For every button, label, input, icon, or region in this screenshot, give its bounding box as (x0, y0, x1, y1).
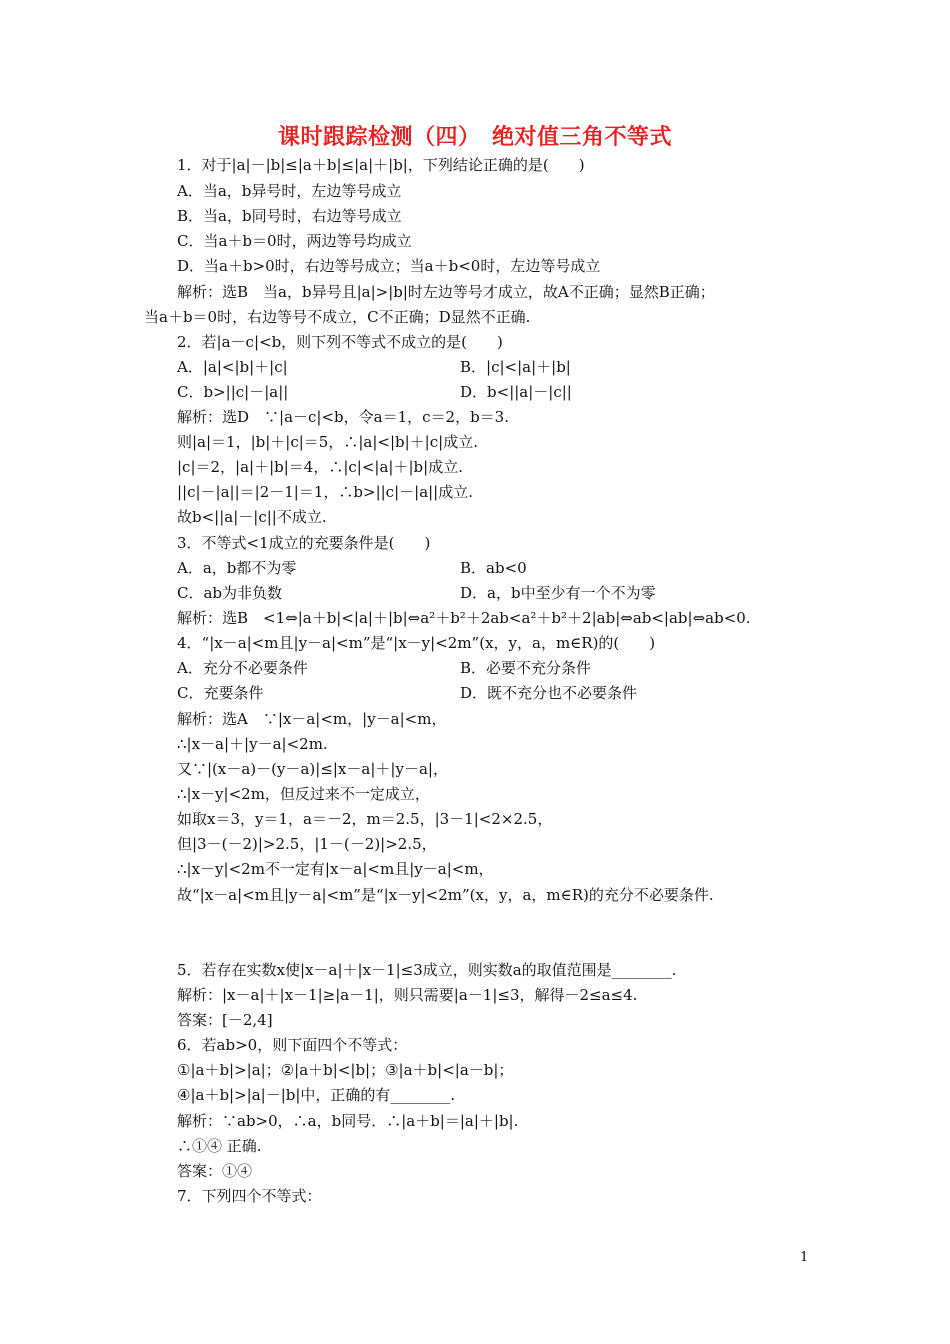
q1-stem: 1．对于|a|－|b|≤|a＋b|≤|a|＋|b|，下列结论正确的是( ) (177, 156, 585, 174)
q3-option-a: A．a，b都不为零 (177, 559, 297, 577)
q2-solution-line3: |c|＝2，|a|＋|b|＝4，∴|c|<|a|＋|b|成立. (177, 458, 463, 476)
q4-option-a: A．充分不必要条件 (177, 659, 308, 677)
q4-stem: 4．“|x－a|<m且|y－a|<m”是“|x－y|<2m”(x，y，a，m∈R)的( ) (177, 634, 656, 652)
q6-statements-line2: ①|a＋b|>|a|；②|a＋b|<|b|；③|a＋b|<|a－b|； (177, 1061, 514, 1079)
q7-stem: 7．下列四个不等式： (177, 1187, 322, 1205)
q4-solution-line5: 如取x＝3，y＝1，a＝－2，m＝2.5，|3－1|<2×2.5， (177, 810, 553, 828)
q2-option-c: C．b>||c|－|a|| (177, 383, 289, 401)
q4-solution-line1: 解析：选A ∵|x－a|<m，|y－a|<m， (177, 710, 447, 728)
q4-option-d: D．既不充分也不必要条件 (460, 684, 638, 702)
q2-solution-line2: 则|a|＝1，|b|＋|c|＝5，∴|a|<|b|＋|c|成立. (177, 433, 478, 451)
page-title: 课时跟踪检测（四） 绝对值三角不等式 (277, 125, 672, 150)
q2-solution-line1: 解析：选D ∵|a－c|<b，令a＝1，c＝2，b＝3. (177, 408, 509, 426)
q2-solution-line5: 故b<||a|－|c||不成立. (177, 508, 327, 526)
q3-option-b: B．ab<0 (460, 559, 527, 577)
q4-solution-line2: ∴|x－a|＋|y－a|<2m. (177, 735, 328, 753)
q6-solution-line2: ∴①④ 正确. (177, 1137, 262, 1155)
q2-option-d: D．b<||a|－|c|| (460, 383, 572, 401)
q1-option-b: B．当a，b同号时，右边等号成立 (177, 207, 402, 225)
q4-solution-line6: 但|3－(－2)|>2.5，|1－(－2)|>2.5， (177, 835, 437, 853)
q4-solution-line3: 又∵|(x－a)－(y－a)|≤|x－a|＋|y－a|， (177, 760, 448, 778)
q4-solution-line4: ∴|x－y|<2m，但反过来不一定成立， (177, 785, 430, 803)
q2-option-a: A．|a|<|b|＋|c| (177, 358, 288, 376)
q5-stem: 5．若存在实数x使|x－a|＋|x－1|≤3成立，则实数a的取值范围是________. (177, 961, 677, 979)
q6-stem: 6．若ab>0，则下面四个不等式： (177, 1036, 408, 1054)
q6-solution-line1: 解析：∵ab>0，∴a，b同号．∴|a＋b|＝|a|＋|b|. (177, 1112, 519, 1130)
q1-option-c: C．当a＋b＝0时，两边等号均成立 (177, 232, 412, 250)
q5-solution-line1: 解析：|x－a|＋|x－1|≥|a－1|，则只需要|a－1|≤3，解得－2≤a≤4. (177, 986, 638, 1004)
q4-option-b: B．必要不充分条件 (460, 659, 592, 677)
q3-option-d: D．a，b中至少有一个不为零 (460, 584, 656, 602)
q1-option-d: D．当a＋b>0时，右边等号成立；当a＋b<0时，左边等号成立 (177, 257, 601, 275)
q2-option-b: B．|c|<|a|＋|b| (460, 358, 571, 376)
q3-solution-line1: 解析：选B <1⇔|a＋b|<|a|＋|b|⇔a²＋b²＋2ab<a²＋b²＋2|ab|⇔ab<|ab|⇔ab<0. (177, 609, 751, 627)
q2-solution-line4: ||c|－|a||＝|2－1|＝1，∴b>||c|－|a||成立. (177, 483, 474, 501)
q4-option-c: C．充要条件 (177, 684, 264, 702)
q5-answer: 答案：[－2,4] (177, 1011, 273, 1029)
q6-statements-line3: ④|a＋b|>|a|－|b|中，正确的有________. (177, 1086, 456, 1104)
q6-answer: 答案：①④ (177, 1162, 253, 1180)
q2-stem: 2．若|a－c|<b，则下列不等式不成立的是( ) (177, 333, 503, 351)
q3-stem: 3．不等式<1成立的充要条件是( ) (177, 534, 431, 552)
q1-solution-line2: 当a＋b＝0时，右边等号不成立，C不正确；D显然不正确. (144, 308, 531, 326)
page-number: 1 (800, 1250, 809, 1265)
q1-solution-line1: 解析：选B 当a，b异号且|a|>|b|时左边等号才成立，故A不正确；显然B正确； (177, 283, 715, 301)
q4-solution-line7: ∴|x－y|<2m不一定有|x－a|<m且|y－a|<m， (177, 860, 494, 878)
q1-option-a: A．当a，b异号时，左边等号成立 (177, 182, 402, 200)
q4-solution-line8: 故“|x－a|<m且|y－a|<m”是“|x－y|<2m”(x，y，a，m∈R)的充分不必要条件. (177, 886, 714, 904)
q3-option-c: C．ab为非负数 (177, 584, 283, 602)
